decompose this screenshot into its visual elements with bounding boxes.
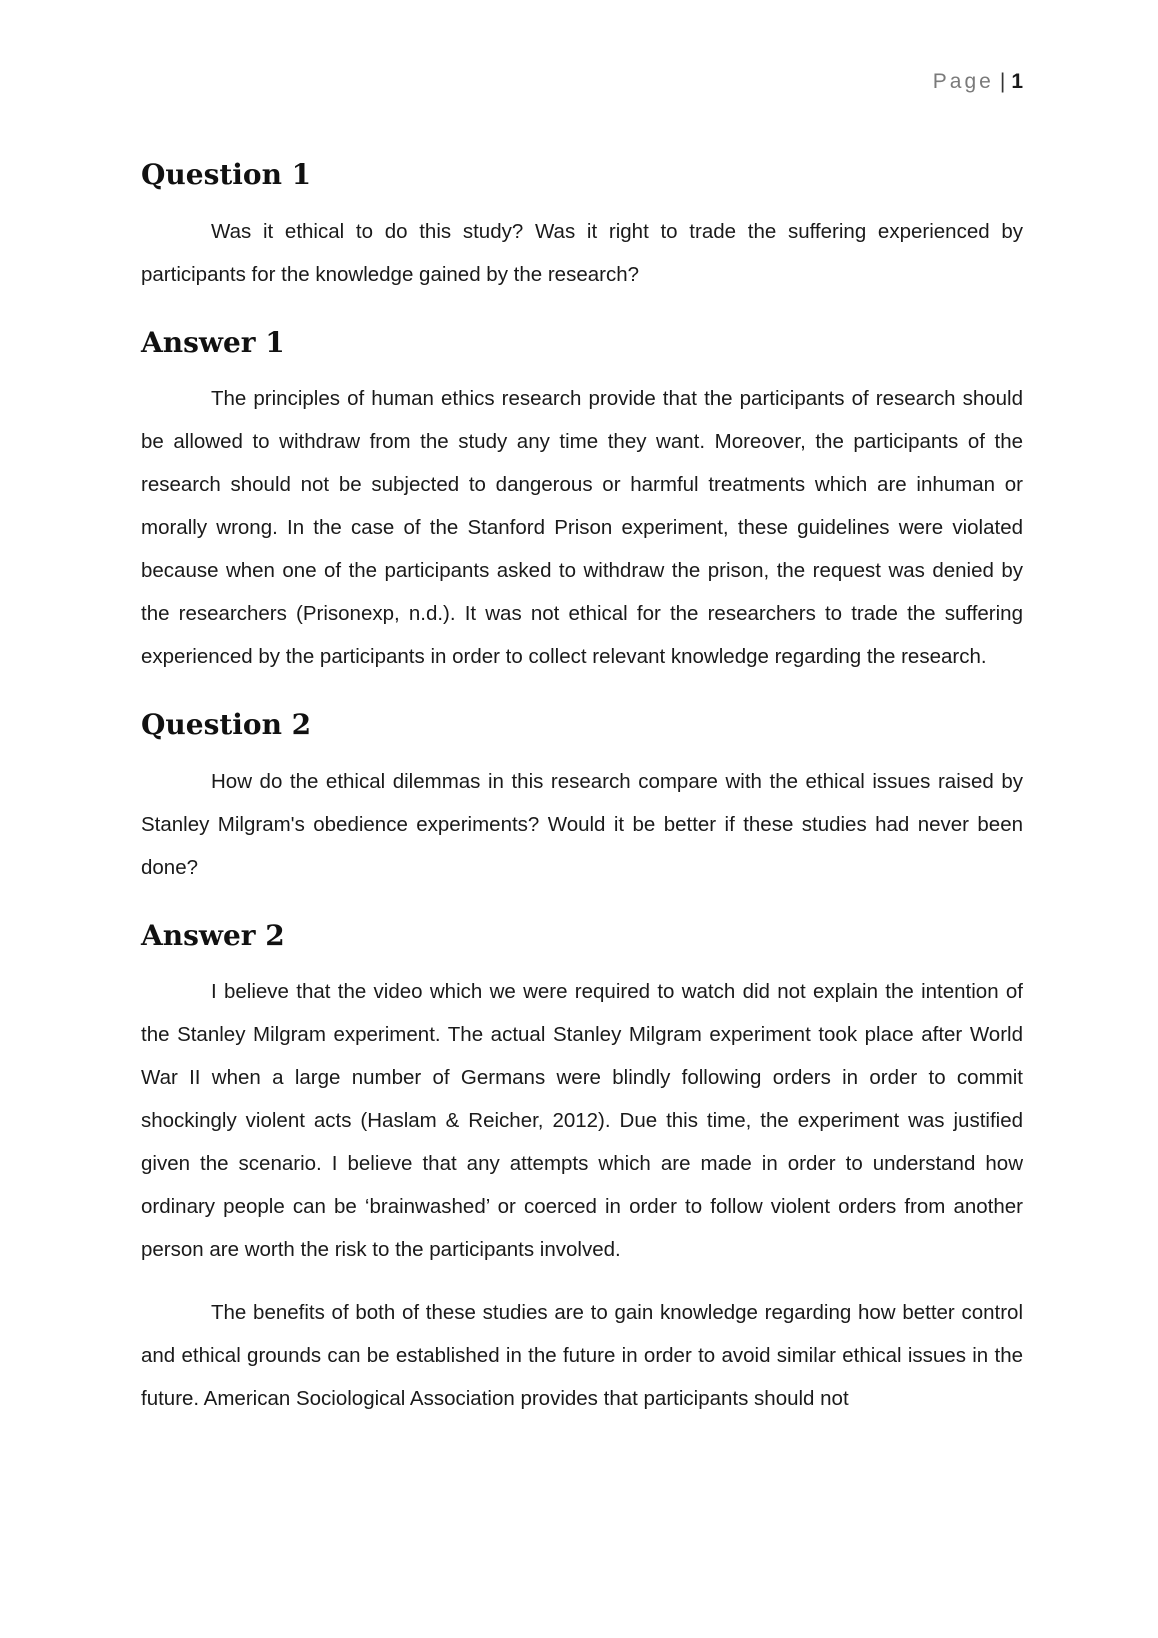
question-2-text: How do the ethical dilemmas in this research compare with the ethical issues raised by Stanley Milgram's obedience experiments? Would it be better if these studies had never been done? [141,769,1023,879]
page-number: 1 [1011,70,1023,93]
answer-1-heading: Answer 1 [141,325,285,359]
question-2-heading: Question 2 [141,708,312,742]
answer-2-paragraph-1: I believe that the video which we were required to watch did not explain the intention of the Stanley Milgram experiment. The actual Stanley Milgram experiment took place after World War II when a large number of Germans were blindly following orders in order to commit shockingly violent acts (Haslam & Reicher, 2012). Due this time, the experiment was justified given the scenario. I believe that any attempts which are made in order to understand how ordinary people can be ‘brainwashed’ or coerced in order to follow violent orders from another person are worth the risk to the participants involved. [141,980,1023,1262]
page-separator: | [999,70,1006,93]
answer-2-paragraph-2: The benefits of both of these studies are to gain knowledge regarding how better control and ethical grounds can be established in the future in order to avoid similar ethical issues in the future. American Sociological Association provides that participants should not [141,1301,1023,1411]
page-label: Page [932,70,994,93]
answer-2-heading: Answer 2 [141,918,285,952]
document-body [141,158,1023,1420]
page-header [933,70,1023,94]
question-1-text: Was it ethical to do this study? Was it right to trade the suffering experienced by participants for the knowledge gained by the research? [141,219,1023,286]
answer-1-text: The principles of human ethics research provide that the participants of research should be allowed to withdraw from the study any time they want. Moreover, the participants of the research should not be subjected to dangerous or harmful treatments which are inhuman or morally wrong. In the case of the Stanford Prison experiment, these guidelines were violated because when one of the participants asked to withdraw the prison, the request was denied by the researchers (Prisonexp, n.d.). It was not ethical for the researchers to trade the suffering experienced by the participants in order to collect relevant knowledge regarding the research. [141,387,1023,669]
question-1-heading: Question 1 [141,158,312,191]
